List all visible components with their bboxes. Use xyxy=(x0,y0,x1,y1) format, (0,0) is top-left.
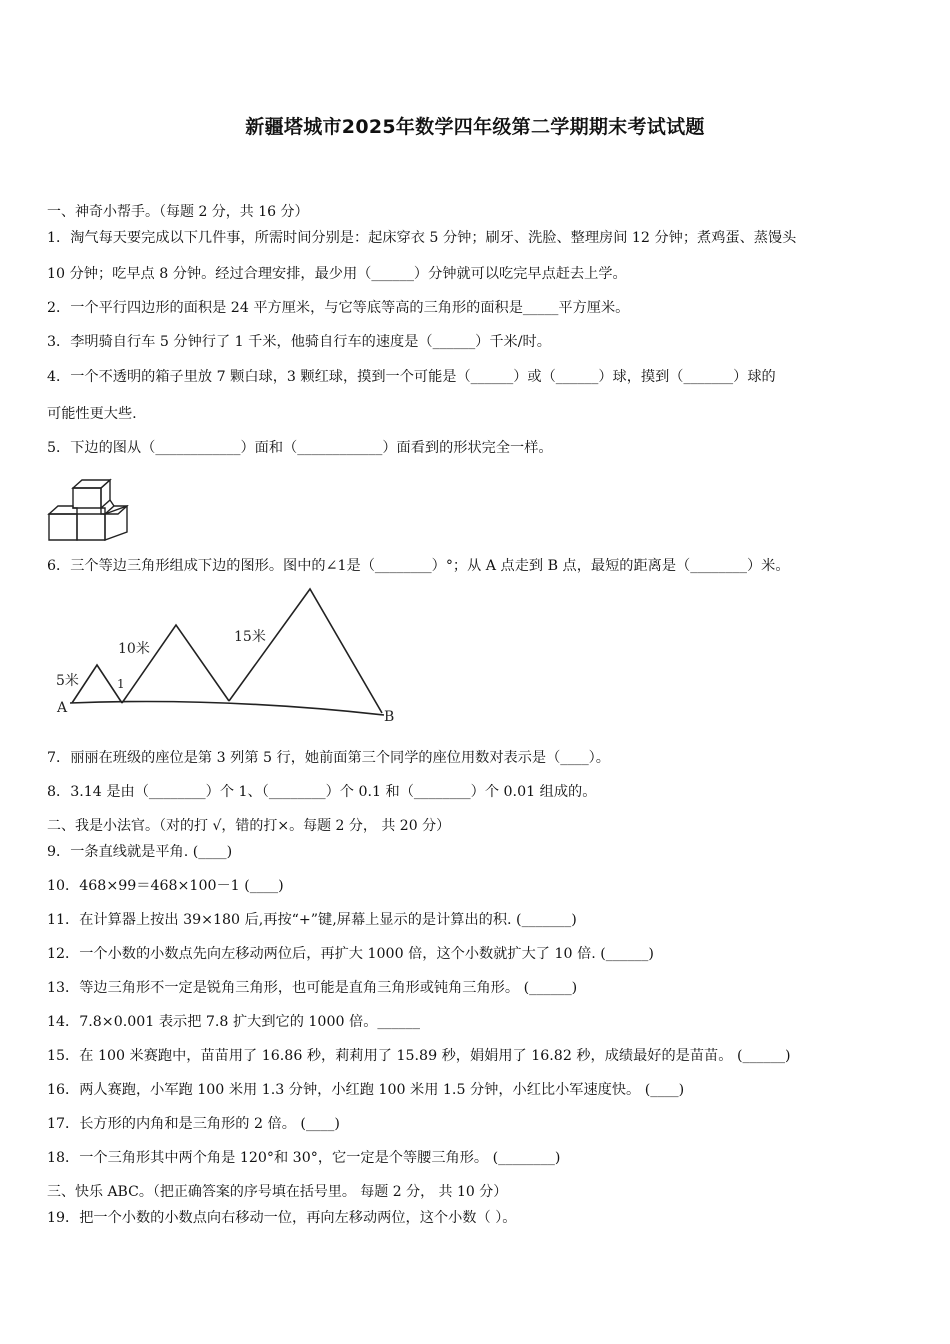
question-1-line-1: 1．淘气每天要完成以下几件事，所需时间分别是：起床穿衣 5 分钟；刷牙、洗脸、整理房间 12 分钟；煮鸡蛋、蒸馒头 xyxy=(47,230,797,246)
cube-stack-figure xyxy=(47,478,131,542)
question-14: 14．7.8×0.001 表示把 7.8 扩大到它的 1000 倍。______ xyxy=(47,1014,420,1030)
question-15: 15．在 100 米赛跑中，苗苗用了 16.86 秒，莉莉用了 15.89 秒，娟娟用了 16.82 秒，成绩最好的是苗苗。 (______) xyxy=(47,1048,791,1064)
question-16: 16．两人赛跑，小军跑 100 米用 1.3 分钟，小红跑 100 米用 1.5 分钟，小红比小军速度快。 (____) xyxy=(47,1082,685,1098)
question-10: 10．468×99＝468×100－1 (____) xyxy=(47,878,284,894)
question-4-line-1: 4．一个不透明的箱子里放 7 颗白球，3 颗红球，摸到一个可能是（______）或（______）球，摸到（_______）球的 xyxy=(47,369,776,385)
label-point-b: B xyxy=(384,709,395,725)
question-19: 19．把一个小数的小数点向右移动一位，再向左移动两位，这个小数（ ）。 xyxy=(47,1210,517,1226)
question-17: 17．长方形的内角和是三角形的 2 倍。 (____) xyxy=(47,1116,340,1132)
page-title: 新疆塔城市2025年数学四年级第二学期期末考试试题 xyxy=(245,116,705,138)
question-13: 13．等边三角形不一定是锐角三角形，也可能是直角三角形或钝角三角形。 (______) xyxy=(47,980,578,996)
question-3: 3．李明骑自行车 5 分钟行了 1 千米，他骑自行车的速度是（______）千米/时。 xyxy=(47,334,551,350)
question-18: 18．一个三角形其中两个角是 120°和 30°，它一定是个等腰三角形。 (________) xyxy=(47,1150,561,1166)
section-heading-3: 三、快乐 ABC。（把正确答案的序号填在括号里。 每题 2 分， 共 10 分） xyxy=(47,1184,508,1200)
section-heading-2: 二、我是小法官。（对的打 √，错的打×。每题 2 分， 共 20 分） xyxy=(47,818,451,834)
label-point-a: A xyxy=(57,700,68,716)
question-4-line-2: 可能性更大些. xyxy=(47,406,137,422)
section-heading-1: 一、神奇小帮手。（每题 2 分，共 16 分） xyxy=(47,204,309,220)
question-1-line-2: 10 分钟；吃早点 8 分钟。经过合理安排，最少用（______）分钟就可以吃完早点赶去上学。 xyxy=(47,266,627,282)
question-5: 5．下边的图从（____________）面和（____________）面看到的形状完全一样。 xyxy=(47,440,553,456)
label-15m: 15米 xyxy=(234,629,266,645)
label-5m: 5米 xyxy=(56,673,79,689)
label-10m: 10米 xyxy=(118,641,150,657)
question-6: 6．三个等边三角形组成下边的图形。图中的∠1是（________）°；从 A 点走到 B 点，最短的距离是（________）米。 xyxy=(47,558,790,574)
triangles-figure xyxy=(52,585,412,730)
question-9: 9．一条直线就是平角. (____) xyxy=(47,844,233,860)
question-7: 7．丽丽在班级的座位是第 3 列第 5 行，她前面第三个同学的座位用数对表示是（____）。 xyxy=(47,750,610,766)
question-8: 8．3.14 是由（________）个 1、（________）个 0.1 和（________）个 0.01 组成的。 xyxy=(47,784,597,800)
label-angle-1: 1 xyxy=(117,677,125,691)
question-11: 11．在计算器上按出 39×180 后,再按“+”键,屏幕上显示的是计算出的积. (_______) xyxy=(47,912,577,928)
question-2: 2．一个平行四边形的面积是 24 平方厘米，与它等底等高的三角形的面积是_____平方厘米。 xyxy=(47,300,630,316)
question-12: 12．一个小数的小数点先向左移动两位后，再扩大 1000 倍，这个小数就扩大了 10 倍. (______) xyxy=(47,946,654,962)
